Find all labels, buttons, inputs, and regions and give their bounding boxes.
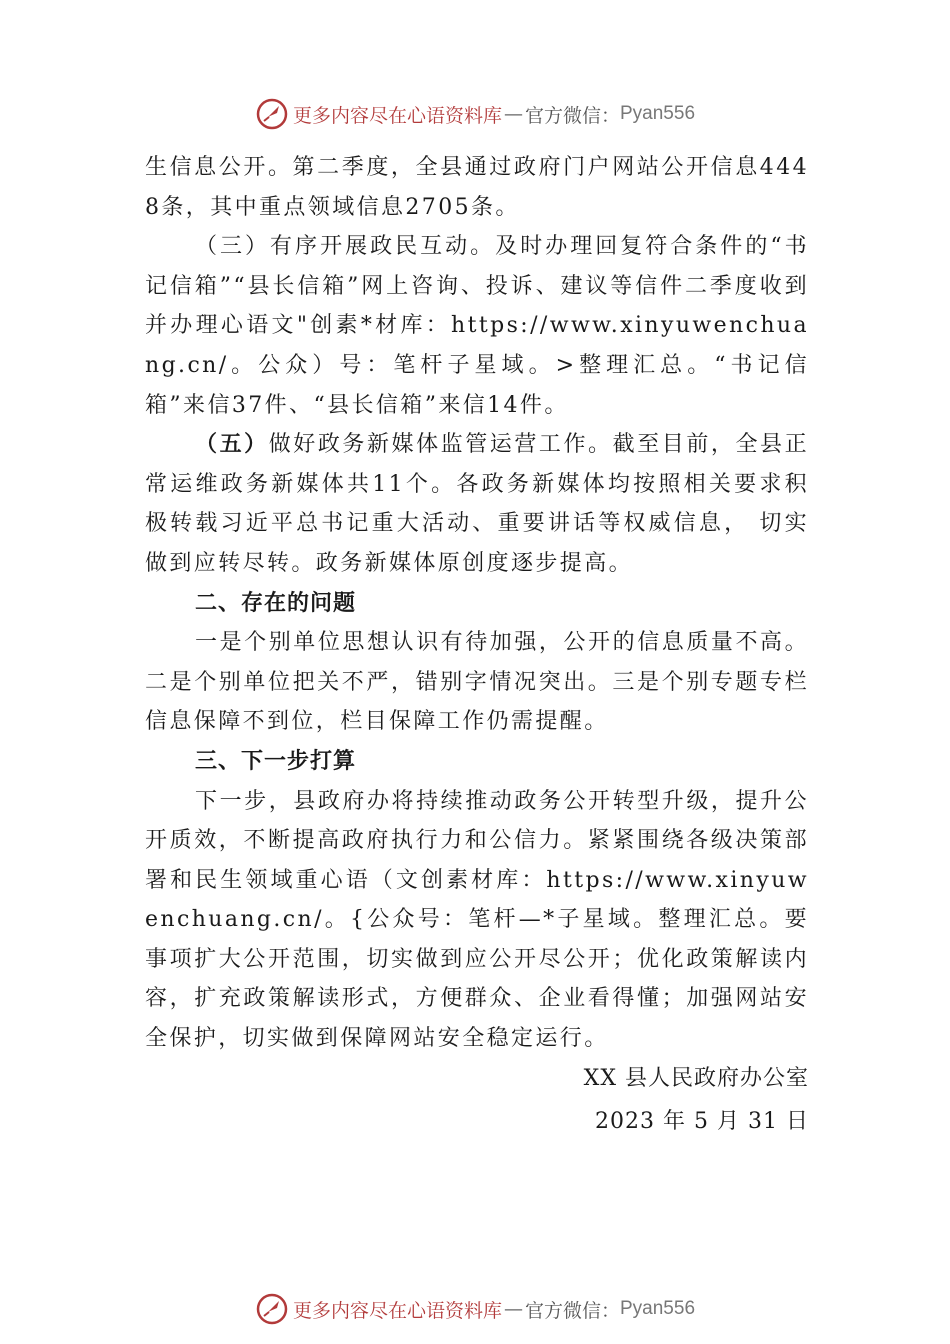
paragraph-interaction: （三）有序开展政民互动。及时办理回复符合条件的“书记信箱”“县长信箱”网上咨询、投诉、建议等信件二季度收到并办理心语文"创素*材库：https://www.xinyuwenchuang.cn/。公众）号：笔杆子星域。>整理汇总。“书记信箱”来信37件、“县长信箱”来信14件。 [145, 234, 809, 418]
paragraph-problems: 一是个别单位思想认识有待加强，公开的信息质量不高。二是个别单位把关不严，错别字情况突出。三是个别专题专栏信息保障不到位，栏目保障工作仍需提醒。 [145, 630, 809, 735]
quill-logo-icon [255, 1292, 289, 1326]
section-number: （五） [195, 431, 269, 458]
paragraph-info-disclosure: 生信息公开。第二季度，全县通过政府门户网站公开信息4448条，其中重点领域信息2705条。 [145, 155, 809, 220]
heading-problems: 二、存在的问题 [195, 590, 357, 616]
quill-logo-icon [255, 97, 289, 131]
banner-main-text: 更多内容尽在心语资料库 [292, 104, 502, 127]
banner-wechat-label: 官方微信： [524, 104, 620, 127]
header-watermark-banner [0, 94, 950, 134]
banner-separator: — [503, 103, 523, 125]
paragraph-next-steps: 下一步，县政府办将持续推动政务公开转型升级，提升公开质效，不断提高政府执行力和公信力。紧紧围绕各级决策部署和民生领域重心语（文创素材库：https://www.xinyuwenchuang.cn/。{公众号：笔杆—*子星域。整理汇总。要事项扩大公开范围，切实做到应公开尽公开；优化政策解读内容，扩充政策解读形式，方便群众、企业看得懂；加强网站安全保护，切实做到保障网站安全稳定运行。 [145, 788, 809, 1052]
banner-wechat-id: Pyan556 [620, 103, 696, 124]
banner-main-text: 更多内容尽在心语资料库 [292, 1299, 502, 1322]
footer-watermark-banner [0, 1289, 950, 1329]
signature-org: XX 县人民政府办公室 [583, 1065, 809, 1091]
document-body [145, 148, 809, 1142]
paragraph-new-media-text: 做好政务新媒体监管运营工作。截至目前，全县正常运维政务新媒体共11个。各政务新媒体均按照相关要求积极转载习近平总书记重大活动、重要讲话等权威信息， 切实做到应转尽转。政务新媒体原创度逐步提高。 [145, 432, 809, 576]
paragraph-new-media [145, 425, 809, 583]
banner-separator: — [503, 1298, 523, 1320]
signature-date: 2023 年 5 月 31 日 [595, 1109, 809, 1135]
banner-wechat-id: Pyan556 [620, 1298, 696, 1319]
heading-next-steps: 三、下一步打算 [195, 748, 357, 774]
banner-wechat-label: 官方微信： [524, 1299, 620, 1322]
